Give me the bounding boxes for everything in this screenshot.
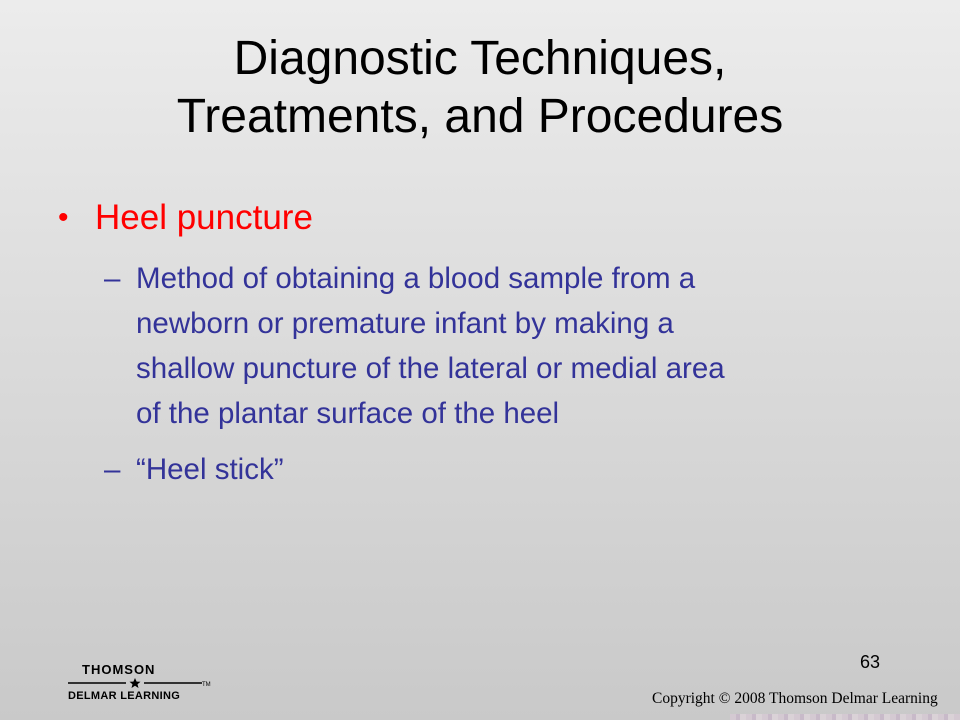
title-line: Treatments, and Procedures [176, 90, 784, 143]
page-number: 63 [860, 652, 881, 672]
text-line: Method of obtaining a blood sample from a [136, 262, 696, 295]
text-line: “Heel stick” [136, 453, 284, 486]
text-line: shallow puncture of the lateral or medial area [136, 352, 725, 385]
logo-text-bottom: DELMAR LEARNING [68, 690, 181, 702]
thomson-delmar-logo [68, 662, 218, 710]
bullet-marker: • [58, 201, 69, 234]
copyright-notice: Copyright © 2008 Thomson Delmar Learning [652, 690, 938, 707]
slide-title [40, 30, 920, 146]
dash-marker: – [104, 453, 121, 486]
star-rule-icon [68, 678, 208, 688]
bullet-text: Heel puncture [95, 198, 313, 237]
text-line: newborn or premature infant by making a [136, 307, 674, 340]
logo-trademark: TM [202, 682, 211, 688]
sub-item-text [136, 256, 896, 436]
title-line: Diagnostic Techniques, [233, 32, 727, 85]
dash-marker: – [104, 262, 121, 295]
logo-text-top: THOMSON [82, 662, 156, 677]
decorative-strip [730, 714, 960, 720]
text-line: of the plantar surface of the heel [136, 397, 560, 430]
sub-item-text [136, 447, 896, 492]
